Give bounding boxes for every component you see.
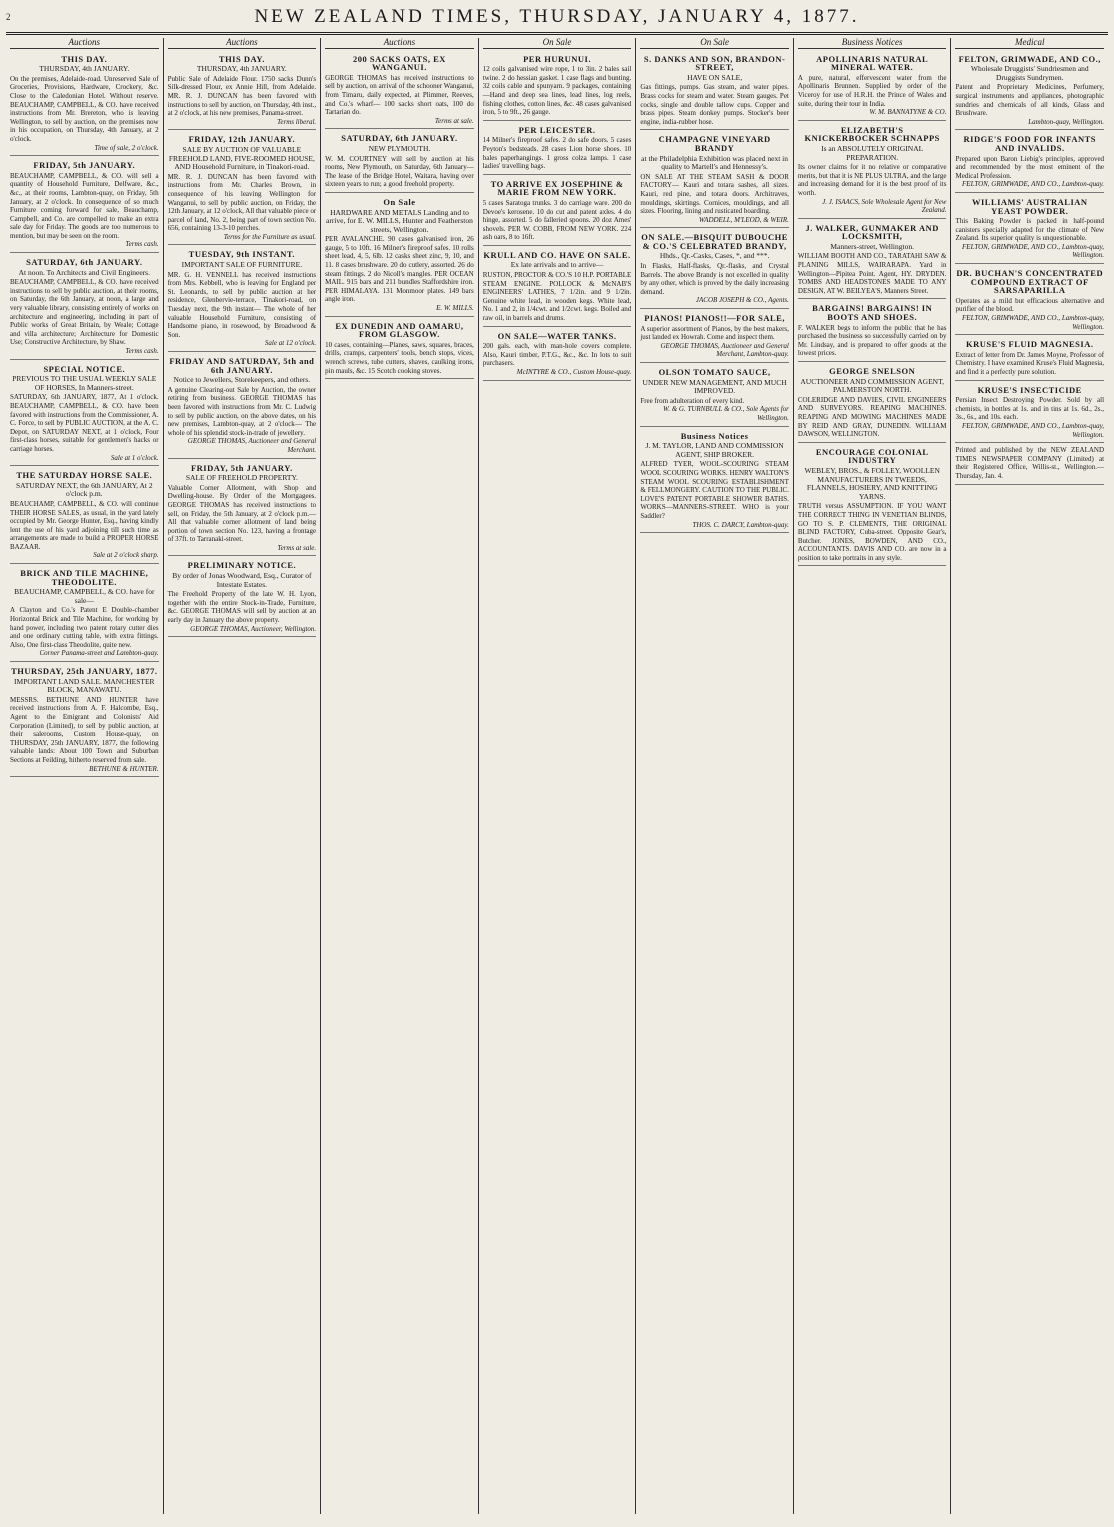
ad-title: TUESDAY, 9th INSTANT.: [188, 249, 296, 260]
ad-title: 200 SACKS OATS, EX WANGANUI.: [352, 53, 446, 73]
advertisement: [483, 52, 632, 121]
ad-signature: Lambton-quay, Wellington.: [1028, 117, 1105, 126]
ad-body: 14 Milner's fireproof safes. 2 do safe doors. 5 cases Peyton's bedsteads. 28 cases Lion horse shoes. 10 bales paperhangings. 1 gross colza lamps. 1 case ladies' travelling bags.: [482, 136, 632, 171]
ad-subtitle: By order of Jonas Woodward, Esq., Curator of Intestate Estates.: [172, 571, 312, 589]
newspaper-page: [6, 4, 1108, 1523]
ad-body: 5 cases Saratoga trunks. 3 do carriage ware. 200 do Devoe's kerosene. 10 do cut and patent axles. 4 do hinge, assorted. 5 do falleried spoons. 20 doz Ames' shovels. PER W. COBB, FROM NEW YORK. 224 ash oars, 8 to 16ft.: [482, 198, 632, 242]
ad-title: THE SATURDAY HORSE SALE.: [16, 470, 153, 481]
ad-body: BEAUCHAMP, CAMPBELL, & CO. will sell a quantity of Household Furniture, Delfware, &c., &c., at their rooms, Lambton-quay, on Friday, 5th January, at 2 o'clock. In consequence of so much Furniture coming forward for sale, Beauchamp, Campbell, and Co. are compelled to make an extra sale day for Friday. The goods are too numerous to mention, but may be seen on the room.: [10, 171, 159, 240]
ad-body: A Clayton and Co.'s Patent E Double-chamber Horizontal Brick and Tile Machine, for working by hand power, including two patent rotary cutter dies and one ordinary cutting table, with extra fittings. Also, One first-class Theodolite, quite new.: [10, 606, 159, 649]
ad-signature: FELTON, GRIMWADE, AND CO., Lambton-quay, Wellington.: [962, 314, 1105, 331]
ad-title: FRIDAY, 5th JANUARY.: [33, 160, 136, 171]
advertisement: [10, 664, 159, 777]
ad-title: J. WALKER, GUNMAKER AND LOCKSMITH,: [805, 222, 939, 242]
ad-body: MR. R. J. DUNCAN has been favored with instructions from Mr. Charles Brown, in consequence of his leaving Wellington for Wanganui, to sell by public auction, on Friday, the 12th January, at 12 o'clock, All that valuable piece or parcel of land, No. 2, being part of town section No. 656, containing 13-3-10 perches.: [167, 172, 317, 233]
column-heading: Auctions: [325, 38, 474, 49]
advertisement: [640, 365, 789, 427]
advertisement: [640, 52, 789, 131]
advertisement: [10, 52, 159, 157]
ad-subtitle: at the Philadelphia Exhibition was placed next in quality to Martell's and Hennessy's.: [641, 153, 789, 172]
ad-signature: McINTYRE & CO., Custom House-quay.: [516, 368, 632, 376]
advertisement: [640, 429, 789, 534]
ad-signature: Sale at 12 o'clock.: [264, 339, 317, 348]
advertisement: [168, 558, 317, 637]
ad-subtitle: Wholesale Druggists' Sundriesmen and Druggists Sundrymen.: [970, 64, 1089, 82]
ad-body: Public Sale of Adelaide Flour. 1750 sacks Dunn's Silk-dressed Flour, ex Annie Hill, from Adelaide. MR. R. J. DUNCAN has been favored with instructions to sell by auction, on Thursday, 4th inst., at 2 o'clock, at his new premises, Panama-street.: [167, 74, 317, 118]
ad-body: PER AVALANCHE. 90 cases galvanised iron, 26 gauge, 5 to 10ft. 16 Milner's fireproof safes. 10 rolls sheet lead, 4, 5, 6lb. 12 casks sheet zinc, 9, 10, and 11. 8 cases brushware. 20 do cutlery, assorted. 26 do steam fittings. 2 do Nicoll's mangles. PER OCEAN MAIL. 915 bars and 211 bundles Staffordshire iron. PER HIMALAYA. 131 Monmoor plates. 149 bars angle iron.: [325, 235, 474, 304]
ad-subtitle: HAVE ON SALE,: [687, 72, 743, 82]
advertisement: [955, 383, 1104, 444]
ad-title: SATURDAY, 6th JANUARY.: [341, 133, 458, 144]
advertisement: [168, 247, 317, 352]
ad-signature: WADDELL, M'LEOD, & WEIR.: [698, 215, 789, 224]
advertisement: [168, 132, 317, 245]
column-heading: Business Notices: [798, 38, 947, 49]
ad-title: SPECIAL NOTICE.: [43, 363, 126, 374]
advertisement: [955, 52, 1104, 131]
ad-signature: Terms cash.: [125, 240, 159, 249]
ad-title: BARGAINS! BARGAINS! IN BOOTS AND SHOES.: [812, 303, 933, 323]
advertisement: [325, 319, 474, 380]
ad-body: Prepared upon Baron Liebig's principles, approved and recommended by the most eminent of the Medical Profession.: [955, 154, 1105, 180]
ad-body: RUSTON, PROCTOR & CO.'S 10 H.P. PORTABLE STEAM ENGINE. POLLOCK & McNAB'S ENGINEERS' LATHES, 7 1/2in. and 9 1/2in. Genuine white lead, in wooden kegs. White lead, No. 1 and 2, in 1/4cwt. and 1/2cwt. kegs. Boiled and raw oil, in barrels and drums.: [482, 271, 632, 323]
ad-body: BEAUCHAMP, CAMPBELL, & CO. have received instructions to sell by public auction, at their rooms, on Saturday, the 6th January, at noon, a large and very valuable library, consisting entirely of works on architecture and engineering, including in part of Public works of Great Britain, by Weale; Cottage and villa architecture; Architecture for Domestic Use; Constructive Architecture, by Shaw.: [10, 278, 159, 347]
ad-signature: Terms liberal.: [277, 117, 317, 126]
ad-title: ENCOURAGE COLONIAL INDUSTRY: [815, 446, 929, 466]
ad-signature: Sale at 2 o'clock sharp.: [93, 551, 159, 560]
masthead-rule: [6, 32, 1108, 35]
ad-title: SATURDAY, 6th JANUARY.: [26, 257, 143, 268]
ad-subtitle: IMPORTANT SALE OF FURNITURE.: [181, 260, 303, 270]
column-heading: On Sale: [483, 38, 632, 49]
advertisement: [640, 230, 789, 309]
ad-body: ON SALE AT THE STEAM SASH & DOOR FACTORY— Kauri and totara sashes, all sizes. Kauri, red pine, and totara doors. Architraves, mouldings, skirtings. Cornices, mouldings, and all sizes. Flooring, lining and rusticated boarding.: [640, 172, 789, 216]
ad-body: A pure, natural, effervescent water from the Apollinaris Brunnen. Supplied by order of the Viceroy for use of H.R.H. the Prince of Wales and suite, during their tour in India.: [797, 73, 947, 108]
advertisement: [10, 158, 159, 253]
advertisement: [798, 123, 947, 219]
ad-body: Gas fittings, pumps. Gas steam, and water pipes. Brass cocks for steam and water. Steam gauges. Pet cocks, single and double tallow cups. Copper and brass pipes. Steam donkey pumps. Stocker's beer engine, india-rubber hose.: [640, 83, 789, 126]
ad-title: KRULL AND CO. HAVE ON SALE.: [483, 249, 631, 260]
advertisement: [955, 132, 1104, 193]
ad-title: PER LEICESTER.: [518, 124, 596, 135]
ad-signature: E. W. MILLS.: [436, 304, 474, 313]
ad-title: On Sale: [383, 196, 416, 207]
ad-signature: JACOB JOSEPH & CO., Agents.: [695, 296, 789, 305]
ad-subtitle: Notice to Jewellers, Storekeepers, and others.: [173, 375, 311, 385]
ad-subtitle: THURSDAY, 4th JANUARY.: [196, 64, 287, 74]
ad-title: THIS DAY.: [61, 53, 108, 64]
ad-title: FRIDAY, 5th JANUARY.: [190, 462, 293, 473]
ad-subtitle: PREVIOUS TO THE USUAL WEEKLY SALE OF HORSES, In Manners-street.: [12, 374, 157, 392]
ad-subtitle: NEW PLYMOUTH.: [368, 143, 431, 153]
ad-body: A genuine Clearing-out Sale by Auction, the owner retiring from business. GEORGE THOMAS has been favored with instructions from Mr. C. Ludwig to sell by public auction, on the above dates, on his new premises, Lambton-quay, at 2 o'clock— The whole of his splendid stock-in-trade of jewellery.: [167, 385, 317, 437]
column-heading: On Sale: [640, 38, 789, 49]
ad-subtitle: Manners-street, Wellington.: [830, 241, 914, 251]
advertisement: [798, 364, 947, 443]
advertisement: [955, 337, 1104, 380]
ad-body: F. WALKER begs to inform the public that he has purchased the business so successfully carried on by Mr. Lindsay, and is prepared to offer goods at the lowest prices.: [797, 323, 947, 358]
advertisement: [10, 468, 159, 564]
advertisement: [798, 301, 947, 362]
column-heading: Auctions: [168, 38, 317, 49]
advertisement: [640, 132, 789, 228]
ad-body: On the premises, Adelaide-road. Unreserved Sale of Groceries, Provisions, Hardware, Crockery, &c. Close to the Caledonian Hotel. Without reserve. BEAUCHAMP, CAMPBELL, & CO. have received instructions from Mr. Brereton, who is leaving Wellington, to sell by auction, on the premises now in his occupation, on Thursday, 4th January, at 2 o'clock.: [10, 74, 159, 143]
ad-title: FELTON, GRIMWADE, AND CO.,: [958, 53, 1101, 64]
ad-subtitle: SALE OF FREEHOLD PROPERTY.: [185, 473, 298, 483]
ad-subtitle: J. M. TAYLOR, LAND AND COMMISSION AGENT, SHIP BROKER.: [645, 441, 784, 459]
ad-title: FRIDAY, 12th JANUARY.: [188, 134, 296, 145]
page-number: 2: [6, 12, 11, 22]
advertisement: [798, 52, 947, 121]
ad-title: ON SALE—WATER TANKS.: [497, 330, 617, 341]
advertisement: [483, 123, 632, 175]
ad-signature: Corner Panama-street and Lambton-quay.: [39, 649, 159, 658]
ad-title: CHAMPAGNE VINEYARD BRANDY: [658, 134, 771, 153]
ad-body: W. M. COURTNEY will sell by auction at his rooms, New Plymouth, on Saturday, 6th January— The lease of the Bridge Hotel, Waitara, having over sixteen years to run; a good freehold property.: [325, 154, 474, 189]
ad-body: COLERIDGE AND DAVIES, CIVIL ENGINEERS AND SURVEYORS. REAPING MACHINES. REAPING AND MOWING MACHINES MADE BY REID AND GRAY, DUNEDIN. WILLIAM DAWSON, WELLINGTON.: [797, 395, 947, 439]
ad-title: ELIZABETH'S KNICKERBOCKER SCHNAPPS: [804, 124, 940, 144]
ad-body: This Baking Powder is packed in half-pound canisters specially adapted for the climate of New Zealand. Its superior quality is unquestionable.: [955, 217, 1105, 243]
ad-title: PER HURUNUI.: [523, 53, 591, 64]
ad-body: SATURDAY, 6th JANUARY, 1877, At 1 o'clock. BEAUCHAMP, CAMPBELL, & CO. have been favored with instructions from the Commissioner, A. C. Force, to sell by PUBLIC AUCTION, at the A. C. Depot, on SATURDAY NEXT, at 1 o'clock, Four first-class horses, suitable for gentlemen's hacks or carriage horses.: [10, 393, 159, 453]
ad-body: 12 coils galvanised wire rope, 1 to 3in. 2 bales sail twine. 2 do hessian gasket. 1 case flags and bunting. 32 coils cable and spunyarn. 9 packages, containing—Hand and deep sea lines, lead lines, log reels, fishing clothes, cotton lines, &c. 48 cases galvanised iron, 5 to 9ft., 26 gauge.: [482, 65, 632, 117]
advertisement: [168, 354, 317, 459]
ad-signature: FELTON, GRIMWADE, AND CO., Lambton-quay, Wellington.: [962, 421, 1105, 439]
advertisement: [798, 221, 947, 300]
advertisement: [325, 195, 474, 317]
ad-body: Patent and Proprietary Medicines, Perfumery, surgical instruments and appliances, photographic sundries and chemicals of all kinds, Glass and Brushware.: [955, 83, 1105, 118]
ad-signature: W. M. BANNATYNE & CO.: [869, 108, 947, 117]
advertisement: [325, 52, 474, 130]
ad-body: Its owner claims for it no relative or comparative merits, but that it is NE PLUS ULTRA, and the large and increasing demand for it is the best proof of its worth.: [797, 163, 947, 197]
column-3: [321, 38, 479, 1514]
ad-title: FRIDAY AND SATURDAY, 5th and 6th JANUARY.: [169, 356, 315, 375]
ad-signature: Sale at 1 o'clock.: [110, 453, 159, 462]
advertisement: [483, 177, 632, 246]
ad-subtitle: SALE BY AUCTION OF VALUABLE FREEHOLD LAND, FIVE-ROOMED HOUSE, AND Household Furniture, in Tinakori-road.: [168, 144, 315, 172]
ad-subtitle: At noon. To Architects and Civil Engineers.: [18, 267, 150, 277]
ad-signature: Time of sale, 2 o'clock.: [94, 143, 159, 152]
ad-body: ALFRED TYER, WOOL-SCOURING STEAM WOOL SCOURING WORKS. HENRY WALTON'S STEAM WOOL SCOURING ESTABLISHMENT & FELLMONGERY. CAUTION TO THE PUBLIC. LOVE'S PATENT PORTABLE SHOWER BATHS. WORKS—MANNERS-STREET. WHO is your Saddler?: [640, 460, 789, 520]
advertisement: [640, 311, 789, 363]
ad-subtitle: Is an ABSOLUTELY ORIGINAL PREPARATION.: [821, 143, 924, 162]
ad-signature: GEORGE THOMAS, Auctioneer and General Merchant, Lambton-quay.: [660, 341, 789, 359]
column-heading: Medical: [955, 38, 1104, 49]
ad-title: WILLIAMS' AUSTRALIAN YEAST POWDER.: [971, 196, 1088, 216]
ad-signature: J. J. ISAACS, Sole Wholesale Agent for New Zealand.: [822, 197, 947, 215]
ad-body: MESSRS. BETHUNE AND HUNTER have received instructions from A. F. Halcombe, Esq., Agent to the Emigrant and Colonists' Aid Corporation (Limited), to sell by public auction, at their salerooms, Custom House-quay, on THURSDAY, 25th JANUARY, 1877, the following valuable lands: About 100 Town and Suburban Sections at Feilding, hitherto reserved from sale.: [10, 695, 159, 764]
ad-title: THIS DAY.: [218, 53, 265, 64]
ad-title: OLSON TOMATO SAUCE,: [658, 367, 771, 377]
ad-title: APOLLINARIS NATURAL MINERAL WATER.: [816, 53, 929, 73]
ad-signature: Terms at sale.: [277, 543, 317, 552]
ad-title: BRICK AND TILE MACHINE, THEODOLITE.: [20, 568, 149, 587]
ad-signature: GEORGE THOMAS, Auctioneer and General Merchant.: [187, 437, 317, 454]
advertisement: [483, 329, 632, 381]
column-5: [636, 38, 794, 1514]
advertisement: [798, 445, 947, 567]
ad-body: The Freehold Property of the late W. H. Lyon, together with the entire Stock-in-Trade, Furniture, &c. GEORGE THOMAS will sell by auction at an early day in January the above property.: [167, 590, 317, 625]
masthead-title: NEW ZEALAND TIMES, THURSDAY, JANUARY 4, 1877.: [254, 6, 860, 27]
ad-title: GEORGE SNELSON: [829, 366, 916, 376]
ad-signature: Terms at sale.: [434, 116, 474, 125]
ad-subtitle: Hhds., Qr.-Casks, Cases, *, and ***.: [659, 251, 770, 261]
ad-body: BEAUCHAMP, CAMPBELL, & CO. will continue THEIR HORSE SALES, as usual, in the yard lately occupied by Mr. George Hunter, Esq., having kindly lent the use of his yard adjoining till such time as arrangements are made to build a PROPER HORSE BAZAAR.: [10, 499, 159, 551]
ad-signature: Terms for the Furniture as usual.: [223, 232, 317, 241]
column-2: [164, 38, 322, 1514]
ad-title: ON SALE.—BISQUIT DUBOUCHE & CO.'S CELEBRATED BRANDY,: [641, 232, 788, 251]
ad-body: Printed and published by the NEW ZEALAND TIMES NEWSPAPER COMPANY (Limited) at their Registered Office, Willis-st., Wellington.—Thursday, Jan. 4.: [955, 446, 1105, 480]
ad-title: DR. BUCHAN'S CONCENTRATED COMPOUND EXTRACT OF SARSAPARILLA: [956, 268, 1104, 296]
masthead-bar: [6, 4, 1108, 30]
ad-signature: W. & G. TURNBULL & CO., Sole Agents for Wellington.: [663, 405, 789, 422]
ad-subtitle: UNDER NEW MANAGEMENT, AND MUCH IMPROVED.: [642, 377, 787, 396]
ad-body: MR. G. H. VENNELL has received instructions from Mrs. Kebbell, who is leaving for England per St. Leonards, to sell by public auction at her residence, Glenbervie-terrace, Tinakori-road, on Tuesday next, the 9th instant— The whole of her valuable Household Furniture, consisting of Handsome piano, in rosewood, by Broadwood & Son.: [167, 270, 317, 339]
ad-signature: FELTON, GRIMWADE, AND CO., Lambton-quay, Wellington.: [962, 242, 1105, 260]
ad-title: PRELIMINARY NOTICE.: [187, 560, 297, 571]
ad-body: Persian Insect Destroying Powder. Sold by all chemists, in bottles at 1s. and in tins at 1s. 6d., 2s., 3s., 6s., and 10s. each.: [955, 396, 1105, 422]
advertisement: [955, 445, 1104, 484]
ad-subtitle: Ex late arrivals and to arrive—: [510, 260, 604, 270]
ad-title: Business Notices: [680, 430, 749, 441]
column-4: [479, 38, 637, 1514]
advertisement: [955, 195, 1104, 264]
ad-signature: GEORGE THOMAS, Auctioneer, Wellington.: [190, 624, 317, 633]
ad-body: 10 cases, containing—Planes, saws, squares, braces, drills, cramps, carpenters' tools, bench stops, vices, wrench screws, tube cutters, shaves, caulking irons, pin mauls, &c. 15 Scotch cooking stoves.: [325, 340, 474, 375]
ad-title: TO ARRIVE EX JOSEPHINE & MARIE FROM NEW YORK.: [490, 178, 624, 198]
ad-subtitle: AUCTIONEER AND COMMISSION AGENT, PALMERSTON NORTH.: [800, 376, 944, 395]
ad-body: Free from adulteration of every kind.: [640, 396, 745, 405]
ad-signature: BETHUNE & HUNTER.: [89, 764, 159, 773]
ad-subtitle: THURSDAY, 4th JANUARY.: [39, 64, 130, 74]
advertisement: [325, 131, 474, 193]
ad-body: Valuable Corner Allotment, with Shop and Dwelling-house. By Order of the Mortgagees. GEORGE THOMAS has received instructions to sell, on Friday, the 5th January, at 2 o'clock p.m.— All that valuable corner allotment of land being portion of town section No. 123, having a frontage of 37ft. to Tarranaki-street.: [167, 483, 317, 544]
ad-title: RIDGE'S FOOD FOR INFANTS AND INVALIDS.: [963, 134, 1097, 153]
ad-signature: Terms cash.: [125, 347, 159, 355]
ad-body: TRUTH versus ASSUMPTION. IF YOU WANT THE CORRECT THING IN VENETIAN BLINDS, GO TO S. P. CLEMENTS, THE ORIGINAL BLIND FACTORY, Cuba-street. Opposite Gear's, Butcher. JONES, BOWDEN, AND CO., ACCOUNTANTS. DAVIS AND CO. are now in a position to take portraits in any style.: [797, 502, 947, 562]
ad-body: WILLIAM BOOTH AND CO., TARATAHI SAW & PLANING MILLS, WAIRARAPA. Yard in Wellington—Pipitea Point. Agent, HY. DRYDEN. TOMBS AND HEADSTONES MADE TO ANY DESIGN, AT W. BEILYEA'S, Manners Street.: [797, 252, 947, 295]
advertisement: [168, 52, 317, 131]
ad-body: Extract of letter from Dr. James Moyne, Professor of Chemistry. I have examined Kruse's Fluid Magnesia, and find it a perfectly pure solution.: [955, 350, 1105, 376]
ad-subtitle: BEAUCHAMP, CAMPBELL, & CO. have for sale—: [14, 587, 155, 605]
ad-signature: FELTON, GRIMWADE, AND CO., Lambton-quay.: [962, 180, 1105, 189]
advertisement: [168, 461, 317, 557]
columns: [6, 38, 1108, 1514]
ad-subtitle: IMPORTANT LAND SALE. MANCHESTER BLOCK, MANAWATU.: [14, 676, 155, 695]
ad-title: THURSDAY, 25th JANUARY, 1877.: [11, 666, 158, 676]
ad-body: Operates as a mild but efficacious alternative and purifier of the blood.: [955, 296, 1105, 314]
ad-title: S. DANKS AND SON, BRANDON-STREET,: [643, 53, 786, 73]
ad-title: EX DUNEDIN AND OAMARU, FROM GLASGOW.: [335, 320, 464, 340]
column-7: [951, 38, 1108, 1514]
column-heading: Auctions: [10, 38, 159, 49]
ad-subtitle: HARDWARE AND METALS Landing and to arrive, for E. W. MILLS, Hunter and Featherston streets, Wellington.: [326, 207, 473, 234]
ad-signature: THOS. C. DARCY, Lambton-quay.: [692, 520, 789, 529]
column-1: [6, 38, 164, 1514]
advertisement: [483, 248, 632, 327]
advertisement: [10, 255, 159, 360]
ad-title: KRUSE'S FLUID MAGNESIA.: [966, 339, 1094, 350]
ad-title: KRUSE'S INSECTICIDE: [977, 384, 1082, 395]
ad-subtitle: WEBLEY, BROS., & FOLLEY, WOOLLEN MANUFACTURERS IN TWEEDS, FLANNELS, HOSIERY, AND KNITTING YARNS.: [804, 465, 940, 501]
ad-body: A superior assortment of Pianos, by the best makers, just landed ex Howrah. Come and inspect them.: [640, 324, 789, 342]
ad-body: GEORGE THOMAS has received instructions to sell by auction, on arrival of the schooner Wanganui, from Timaru, daily expected, at Plimmer, Reeves, and Co.'s wharf— 100 sacks short oats, 100 do Tartarian do.: [325, 73, 474, 117]
column-6: [794, 38, 952, 1514]
ad-body: 200 gals. each, with man-hole covers complete. Also, Kauri timber, P.T.G., &c., &c. In lots to suit purchasers.: [482, 342, 632, 368]
ad-title: PIANOS! PIANOS!!—FOR SALE,: [644, 313, 785, 324]
ad-body: In Flasks, Half-flasks, Qr.-flasks, and Crystal Barrels. The above Brandy is not excelled in quality by any other, which is proved by the daily increasing demand.: [640, 262, 789, 296]
ad-subtitle: SATURDAY NEXT, the 6th JANUARY, At 2 o'clock p.m.: [15, 480, 153, 499]
advertisement: [10, 566, 159, 662]
advertisement: [10, 362, 159, 467]
advertisement: [955, 266, 1104, 335]
